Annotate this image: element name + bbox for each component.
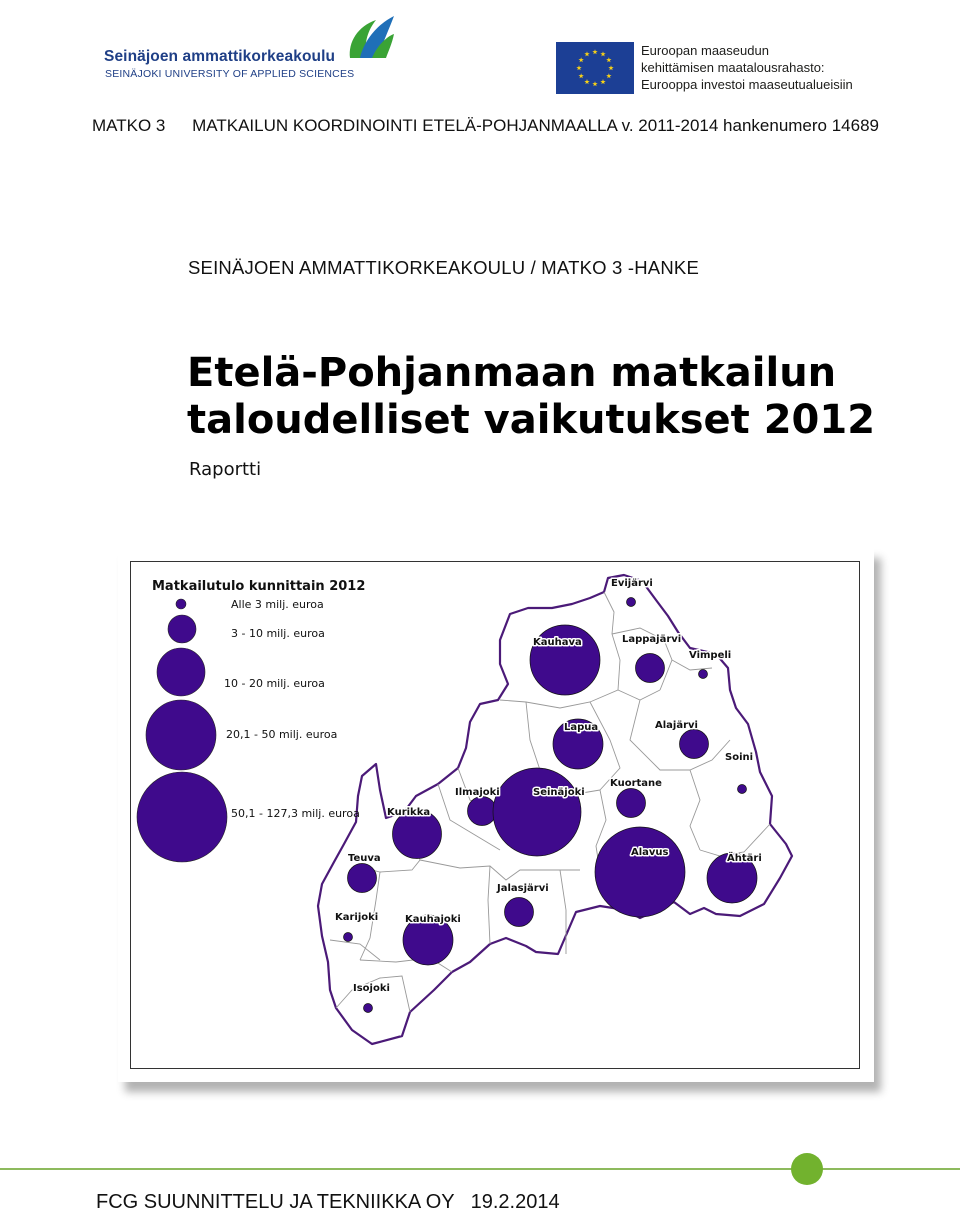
symbol-evijarvi bbox=[627, 598, 636, 607]
symbol-alajarvi bbox=[680, 730, 709, 759]
legend-symbol bbox=[176, 599, 186, 609]
label-kuortane: Kuortane bbox=[610, 778, 662, 789]
label-seinajoki: Seinäjoki bbox=[533, 787, 585, 798]
label-ahtari: Ähtäri bbox=[727, 853, 762, 864]
symbol-kuortane bbox=[617, 789, 646, 818]
document-subtitle: SEINÄJOEN AMMATTIKORKEAKOULU / MATKO 3 -HANKE bbox=[188, 257, 699, 278]
legend-symbol bbox=[168, 615, 196, 643]
label-karijoki: Karijoki bbox=[335, 912, 379, 923]
document-header bbox=[92, 116, 879, 136]
eu-fund-line: Eurooppa investoi maaseutualueisiin bbox=[641, 77, 853, 92]
label-jalasjarvi: Jalasjärvi bbox=[497, 883, 549, 894]
footer-company: FCG SUUNNITTELU JA TEKNIIKKA OY bbox=[96, 1191, 455, 1213]
eu-fund-text bbox=[641, 42, 853, 93]
legend-symbol bbox=[157, 648, 205, 696]
footer-date: 19.2.2014 bbox=[470, 1191, 560, 1213]
label-lappajarvi: Lappajärvi bbox=[622, 634, 682, 645]
eu-fund-line: kehittämisen maatalousrahasto: bbox=[641, 60, 825, 75]
label-evijarvi: Evijärvi bbox=[611, 578, 653, 589]
symbol-soini bbox=[738, 785, 747, 794]
label-kauhajoki: Kauhajoki bbox=[405, 914, 461, 925]
label-vimpeli: Vimpeli bbox=[689, 650, 732, 661]
document-title bbox=[187, 350, 875, 444]
legend-title: Matkailutulo kunnittain 2012 bbox=[152, 579, 366, 594]
legend-label: 10 - 20 milj. euroa bbox=[224, 677, 325, 690]
legend-label: 3 - 10 milj. euroa bbox=[231, 627, 325, 640]
legend-label: 50,1 - 127,3 milj. euroa bbox=[231, 807, 360, 820]
university-logo-mark bbox=[344, 14, 396, 60]
project-description: MATKAILUN KOORDINOINTI ETELÄ-POHJANMAALLA v. 2011-2014 hankenumero 14689 bbox=[192, 116, 879, 135]
symbol-teuva bbox=[348, 864, 377, 893]
footer-dot bbox=[791, 1153, 823, 1185]
map-legend bbox=[137, 579, 365, 862]
legend-label: Alle 3 milj. euroa bbox=[231, 598, 324, 611]
label-soini: Soini bbox=[725, 752, 754, 763]
label-kurikka: Kurikka bbox=[387, 807, 431, 818]
symbol-karijoki bbox=[344, 933, 353, 942]
document-type: Raportti bbox=[189, 459, 262, 480]
eu-fund-line: Euroopan maaseudun bbox=[641, 43, 769, 58]
legend-symbol bbox=[137, 772, 227, 862]
symbol-lappajarvi bbox=[636, 654, 665, 683]
symbol-alavus bbox=[595, 827, 685, 917]
municipality-map bbox=[130, 561, 860, 1069]
label-alajarvi: Alajärvi bbox=[655, 720, 698, 731]
label-lapua: Lapua bbox=[564, 722, 599, 733]
university-logo-name: Seinäjoen ammattikorkeakoulu bbox=[104, 48, 336, 65]
symbol-kauhava bbox=[530, 625, 600, 695]
symbol-jalasjarvi bbox=[505, 898, 534, 927]
university-logo-name-en: SEINÄJOKI UNIVERSITY OF APPLIED SCIENCES bbox=[105, 68, 355, 80]
title-line: taloudelliset vaikutukset 2012 bbox=[187, 397, 876, 443]
project-code: MATKO 3 bbox=[92, 116, 166, 135]
label-isojoki: Isojoki bbox=[353, 983, 390, 994]
title-line: Etelä-Pohjanmaan matkailun bbox=[187, 350, 837, 396]
legend-symbol bbox=[146, 700, 216, 770]
legend-label: 20,1 - 50 milj. euroa bbox=[226, 728, 338, 741]
symbol-seinajoki bbox=[493, 768, 581, 856]
label-alavus: Alavus bbox=[631, 847, 669, 858]
label-teuva: Teuva bbox=[348, 853, 381, 864]
label-ilmajoki: Ilmajoki bbox=[455, 787, 500, 798]
symbol-ilmajoki bbox=[468, 797, 497, 826]
eu-flag-icon bbox=[556, 42, 634, 94]
symbol-isojoki bbox=[364, 1004, 373, 1013]
symbol-vimpeli bbox=[699, 670, 708, 679]
footer bbox=[96, 1191, 560, 1214]
label-kauhava: Kauhava bbox=[533, 637, 582, 648]
